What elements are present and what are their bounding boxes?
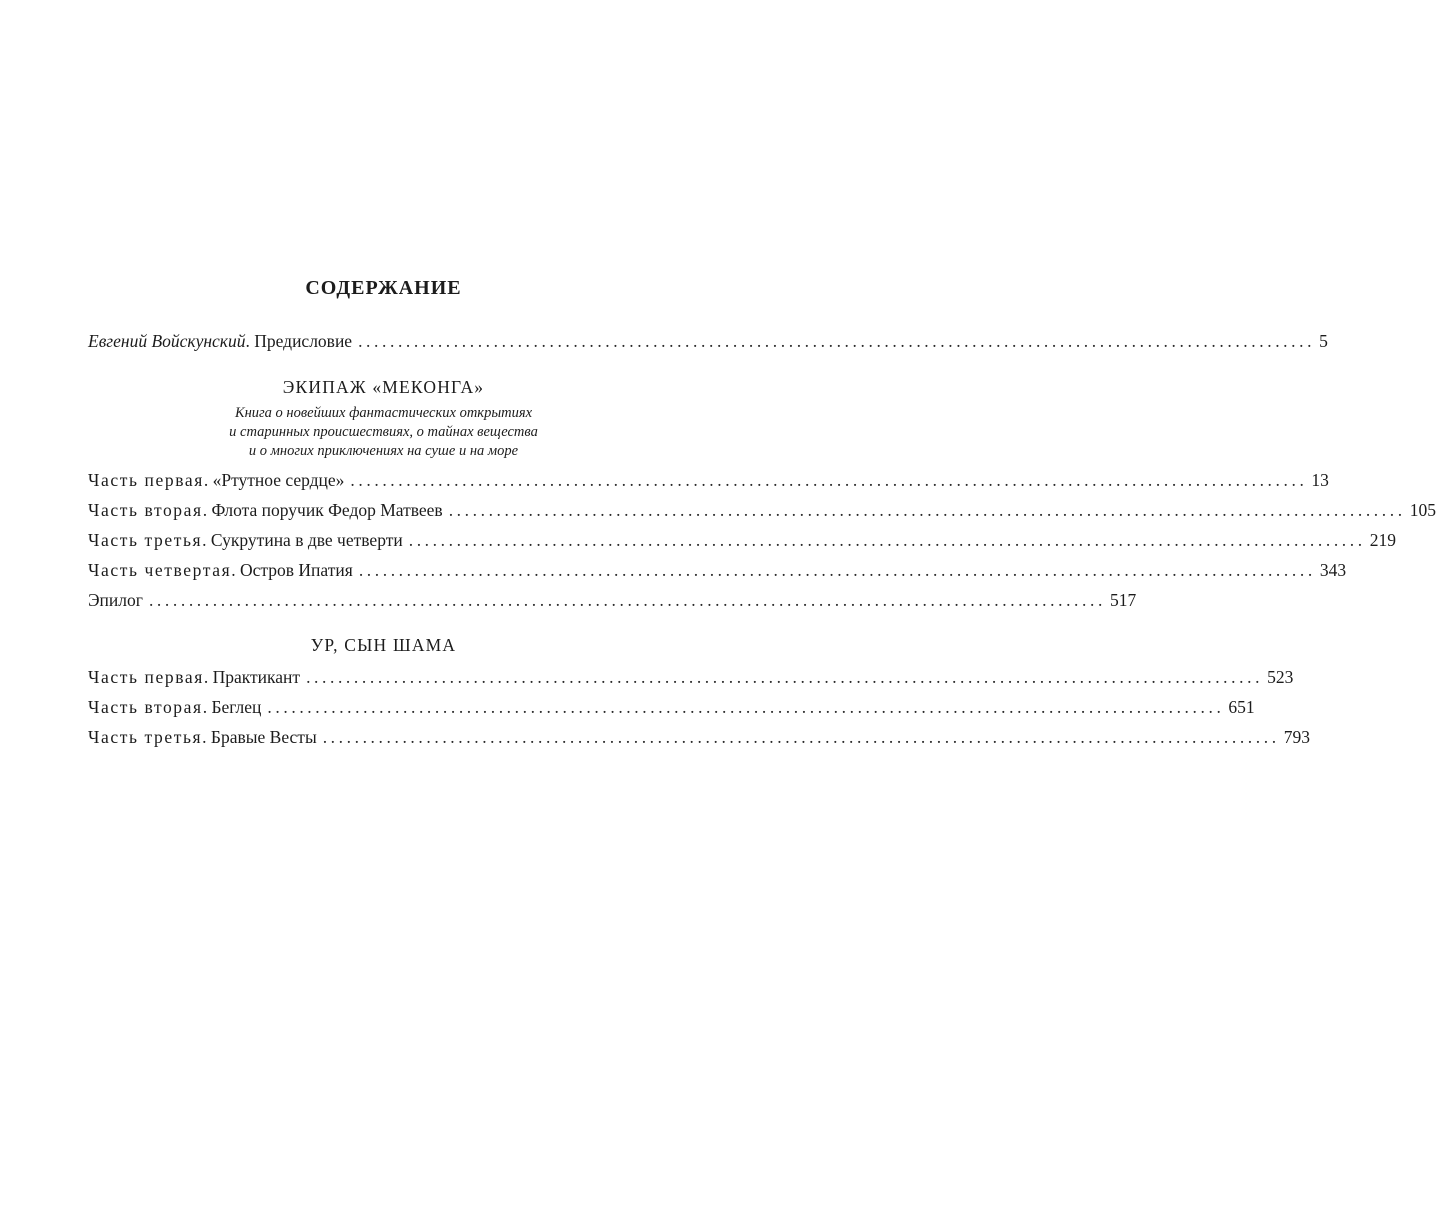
subtitle-line: и старинных происшествиях, о тайнах вещества (229, 424, 538, 440)
toc-entry-title (88, 727, 317, 748)
toc-entry-title (88, 470, 344, 491)
leader-dots: ........................................................................................................................ (408, 530, 1366, 550)
preface-author: Евгений Войскунский (88, 331, 246, 351)
toc-entry[interactable] (88, 470, 1329, 494)
page-number: 517 (1109, 590, 1137, 610)
page-number: 343 (1319, 560, 1347, 580)
part-title: . Бравые Весты (202, 727, 317, 747)
leader-dots: ........................................................................................................................ (148, 590, 1106, 610)
toc-entry-title (88, 667, 300, 688)
section-title-ur: УР, СЫН ШАМА (310, 635, 457, 655)
page-number: 105 (1409, 500, 1436, 520)
toc-entry-title (88, 331, 352, 352)
toc-entry-epilogue[interactable] (88, 590, 1137, 614)
page-number: 219 (1369, 530, 1396, 550)
part-title: Эпилог (88, 590, 143, 610)
leader-dots: ........................................................................................................................ (306, 667, 1264, 687)
leader-dots: ........................................................................................................................ (350, 470, 1308, 490)
part-title: . Остров Ипатия (231, 560, 353, 580)
section-subtitle (88, 404, 679, 461)
subtitle-line: и о многих приключениях на суше и на море (248, 443, 519, 459)
part-title: . Практикант (203, 667, 301, 687)
leader-dots: ........................................................................................................................ (448, 500, 1406, 520)
toc-entry-title (88, 530, 403, 551)
part-title: . Сукрутина в две четверти (202, 530, 403, 550)
toc-entry-preface[interactable] (88, 331, 1328, 355)
part-label: Часть четвертая (88, 560, 232, 580)
toc-entry-title (88, 560, 353, 581)
part-title: . Флота поручик Федор Матвеев (202, 500, 443, 520)
part-title: . «Ртутное сердце» (203, 470, 345, 490)
part-label: Часть третья (88, 530, 203, 550)
part-title: . Беглец (202, 697, 262, 717)
toc-entry[interactable] (88, 500, 1436, 524)
toc-heading: СОДЕРЖАНИЕ (305, 277, 462, 299)
leader-dots: ........................................................................................................................ (358, 560, 1316, 580)
subtitle-line: Книга о новейших фантастических открытиях (234, 405, 533, 421)
page-number: 523 (1267, 667, 1294, 687)
toc-entry[interactable] (88, 530, 1396, 554)
page-number: 793 (1283, 727, 1310, 747)
toc-entry-title (88, 697, 261, 718)
page-number: 5 (1319, 331, 1328, 351)
toc-entry[interactable] (88, 560, 1347, 584)
toc-entry[interactable] (88, 697, 1255, 721)
part-label: Часть третья (88, 727, 203, 747)
page-number: 13 (1311, 470, 1329, 490)
part-label: Часть первая (88, 667, 204, 687)
part-label: Часть первая (88, 470, 204, 490)
leader-dots: ........................................................................................................................ (322, 727, 1280, 747)
toc-entry-title (88, 500, 443, 521)
toc-entry-title (88, 590, 143, 611)
part-label: Часть вторая (88, 697, 203, 717)
part-label: Часть вторая (88, 500, 203, 520)
toc-entry[interactable] (88, 667, 1294, 691)
leader-dots: ........................................................................................................................ (267, 697, 1225, 717)
toc-entry[interactable] (88, 727, 1310, 751)
preface-title: . Предисловие (245, 331, 353, 351)
leader-dots: ........................................................................................................................ (358, 331, 1316, 351)
page-number: 651 (1228, 697, 1255, 717)
section-title-mekong: ЭКИПАЖ «МЕКОНГА» (282, 377, 485, 397)
